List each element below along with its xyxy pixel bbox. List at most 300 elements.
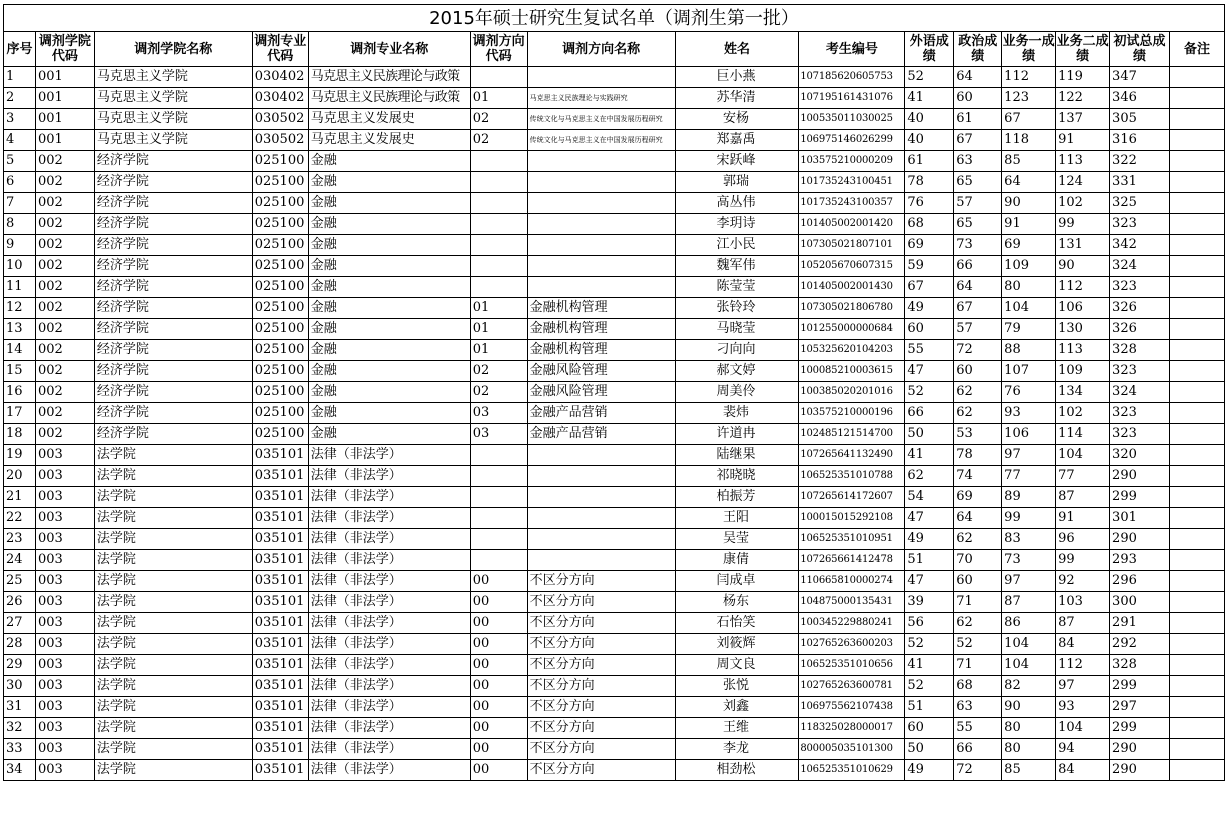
cell-direction-code: 00 [470, 718, 527, 739]
cell-remarks [1169, 550, 1224, 571]
cell-major-code: 025100 [252, 277, 308, 298]
cell-major-name: 法律（非法学） [308, 445, 470, 466]
cell-politics-score: 66 [954, 256, 1002, 277]
cell-foreign-language-score: 55 [905, 340, 954, 361]
cell-major-code: 035101 [252, 655, 308, 676]
col-header-major-code: 调剂专业代码 [252, 32, 308, 67]
cell-total-score: 346 [1110, 88, 1170, 109]
table-row [4, 172, 1225, 193]
cell-exam-id: 100535011030025 [799, 109, 905, 130]
cell-college-code: 003 [35, 613, 94, 634]
cell-candidate-name: 王阳 [675, 508, 799, 529]
cell-politics-score: 67 [954, 298, 1002, 319]
cell-seq: 5 [4, 151, 36, 172]
cell-direction-name [527, 529, 675, 550]
cell-direction-code [470, 277, 527, 298]
cell-total-score: 297 [1110, 697, 1170, 718]
cell-subject-two-score: 99 [1056, 550, 1110, 571]
cell-subject-one-score: 85 [1002, 151, 1056, 172]
cell-candidate-name: 吴莹 [675, 529, 799, 550]
cell-college-name: 马克思主义学院 [94, 130, 252, 151]
cell-candidate-name: 刘筱辉 [675, 634, 799, 655]
cell-foreign-language-score: 49 [905, 760, 954, 781]
cell-major-code: 025100 [252, 319, 308, 340]
cell-exam-id: 100015015292108 [799, 508, 905, 529]
table-row [4, 592, 1225, 613]
cell-subject-two-score: 131 [1056, 235, 1110, 256]
cell-politics-score: 62 [954, 613, 1002, 634]
cell-college-name: 经济学院 [94, 403, 252, 424]
cell-politics-score: 72 [954, 340, 1002, 361]
cell-college-code: 003 [35, 739, 94, 760]
cell-candidate-name: 祁晓晓 [675, 466, 799, 487]
cell-direction-code [470, 67, 527, 88]
cell-subject-one-score: 91 [1002, 214, 1056, 235]
table-row [4, 466, 1225, 487]
cell-remarks [1169, 214, 1224, 235]
cell-major-name: 法律（非法学） [308, 718, 470, 739]
cell-total-score: 324 [1110, 382, 1170, 403]
cell-major-name: 金融 [308, 151, 470, 172]
cell-subject-two-score: 137 [1056, 109, 1110, 130]
cell-remarks [1169, 277, 1224, 298]
cell-candidate-name: 王维 [675, 718, 799, 739]
cell-foreign-language-score: 62 [905, 466, 954, 487]
cell-subject-two-score: 113 [1056, 340, 1110, 361]
table-body [4, 67, 1225, 781]
cell-major-name: 金融 [308, 256, 470, 277]
cell-subject-two-score: 102 [1056, 193, 1110, 214]
sheet-title: 2015年硕士研究生复试名单（调剂生第一批） [4, 5, 1225, 32]
cell-candidate-name: 周文良 [675, 655, 799, 676]
cell-college-name: 法学院 [94, 550, 252, 571]
cell-remarks [1169, 361, 1224, 382]
cell-subject-two-score: 104 [1056, 718, 1110, 739]
cell-subject-two-score: 84 [1056, 760, 1110, 781]
table-row [4, 676, 1225, 697]
cell-major-name: 金融 [308, 319, 470, 340]
table-row [4, 256, 1225, 277]
cell-college-code: 003 [35, 760, 94, 781]
col-header-seq: 序号 [4, 32, 36, 67]
cell-subject-one-score: 87 [1002, 592, 1056, 613]
table-row [4, 298, 1225, 319]
cell-foreign-language-score: 54 [905, 487, 954, 508]
cell-subject-one-score: 97 [1002, 445, 1056, 466]
cell-direction-name: 传统文化与马克思主义在中国发展历程研究 [527, 130, 675, 151]
cell-college-name: 经济学院 [94, 298, 252, 319]
cell-direction-code: 00 [470, 613, 527, 634]
cell-college-code: 003 [35, 529, 94, 550]
cell-total-score: 326 [1110, 298, 1170, 319]
cell-college-code: 002 [35, 193, 94, 214]
cell-subject-one-score: 73 [1002, 550, 1056, 571]
cell-college-name: 经济学院 [94, 172, 252, 193]
cell-major-name: 金融 [308, 298, 470, 319]
cell-foreign-language-score: 52 [905, 676, 954, 697]
cell-subject-two-score: 99 [1056, 214, 1110, 235]
cell-remarks [1169, 130, 1224, 151]
cell-direction-name: 不区分方向 [527, 613, 675, 634]
cell-remarks [1169, 109, 1224, 130]
cell-major-code: 035101 [252, 697, 308, 718]
cell-seq: 29 [4, 655, 36, 676]
cell-college-code: 003 [35, 487, 94, 508]
cell-subject-one-score: 80 [1002, 277, 1056, 298]
table-row [4, 319, 1225, 340]
cell-politics-score: 53 [954, 424, 1002, 445]
cell-foreign-language-score: 67 [905, 277, 954, 298]
cell-subject-two-score: 92 [1056, 571, 1110, 592]
cell-college-code: 003 [35, 571, 94, 592]
cell-subject-one-score: 90 [1002, 697, 1056, 718]
cell-direction-name [527, 235, 675, 256]
cell-remarks [1169, 151, 1224, 172]
cell-candidate-name: 宋跃峰 [675, 151, 799, 172]
col-header-foreign-language: 外语成绩 [905, 32, 954, 67]
cell-subject-two-score: 134 [1056, 382, 1110, 403]
cell-subject-two-score: 87 [1056, 487, 1110, 508]
cell-direction-code: 00 [470, 634, 527, 655]
cell-direction-code [470, 256, 527, 277]
cell-college-name: 法学院 [94, 613, 252, 634]
cell-direction-code [470, 445, 527, 466]
cell-subject-two-score: 102 [1056, 403, 1110, 424]
cell-total-score: 323 [1110, 403, 1170, 424]
cell-politics-score: 60 [954, 361, 1002, 382]
cell-seq: 24 [4, 550, 36, 571]
cell-major-code: 025100 [252, 361, 308, 382]
cell-candidate-name: 刘鑫 [675, 697, 799, 718]
cell-major-code: 025100 [252, 193, 308, 214]
cell-politics-score: 66 [954, 739, 1002, 760]
cell-college-name: 经济学院 [94, 361, 252, 382]
cell-subject-one-score: 79 [1002, 319, 1056, 340]
cell-foreign-language-score: 49 [905, 529, 954, 550]
cell-direction-code: 00 [470, 739, 527, 760]
cell-remarks [1169, 487, 1224, 508]
header-row [4, 32, 1225, 67]
cell-major-name: 金融 [308, 424, 470, 445]
cell-college-code: 003 [35, 697, 94, 718]
cell-exam-id: 106525351010629 [799, 760, 905, 781]
cell-college-code: 002 [35, 319, 94, 340]
cell-exam-id: 106975146026299 [799, 130, 905, 151]
cell-direction-code: 02 [470, 130, 527, 151]
cell-college-name: 经济学院 [94, 193, 252, 214]
cell-major-code: 030502 [252, 130, 308, 151]
cell-exam-id: 104875000135431 [799, 592, 905, 613]
cell-exam-id: 107265614172607 [799, 487, 905, 508]
cell-exam-id: 101405002001430 [799, 277, 905, 298]
cell-politics-score: 72 [954, 760, 1002, 781]
cell-candidate-name: 相劲松 [675, 760, 799, 781]
cell-remarks [1169, 718, 1224, 739]
cell-politics-score: 73 [954, 235, 1002, 256]
cell-subject-two-score: 91 [1056, 508, 1110, 529]
cell-exam-id: 105325620104203 [799, 340, 905, 361]
cell-foreign-language-score: 51 [905, 697, 954, 718]
cell-foreign-language-score: 47 [905, 361, 954, 382]
cell-direction-code: 00 [470, 655, 527, 676]
cell-total-score: 299 [1110, 676, 1170, 697]
cell-candidate-name: 李玥诗 [675, 214, 799, 235]
cell-foreign-language-score: 60 [905, 319, 954, 340]
cell-direction-code [470, 172, 527, 193]
cell-subject-two-score: 113 [1056, 151, 1110, 172]
cell-remarks [1169, 319, 1224, 340]
cell-exam-id: 100345229880241 [799, 613, 905, 634]
cell-candidate-name: 巨小燕 [675, 67, 799, 88]
cell-subject-two-score: 77 [1056, 466, 1110, 487]
cell-total-score: 328 [1110, 655, 1170, 676]
cell-candidate-name: 康倩 [675, 550, 799, 571]
cell-remarks [1169, 634, 1224, 655]
cell-exam-id: 110665810000274 [799, 571, 905, 592]
table-row [4, 88, 1225, 109]
col-header-total: 初试总成绩 [1110, 32, 1170, 67]
cell-foreign-language-score: 41 [905, 655, 954, 676]
cell-candidate-name: 柏振芳 [675, 487, 799, 508]
cell-direction-name: 金融机构管理 [527, 298, 675, 319]
cell-exam-id: 106525351010788 [799, 466, 905, 487]
cell-seq: 33 [4, 739, 36, 760]
cell-direction-code: 02 [470, 109, 527, 130]
cell-direction-code [470, 151, 527, 172]
table-row [4, 613, 1225, 634]
cell-exam-id: 101735243100357 [799, 193, 905, 214]
cell-direction-code: 01 [470, 298, 527, 319]
cell-direction-code: 00 [470, 697, 527, 718]
cell-total-score: 290 [1110, 739, 1170, 760]
col-header-direction-code: 调剂方向代码 [470, 32, 527, 67]
cell-college-name: 法学院 [94, 739, 252, 760]
cell-seq: 30 [4, 676, 36, 697]
cell-exam-id: 106525351010951 [799, 529, 905, 550]
cell-seq: 4 [4, 130, 36, 151]
cell-direction-name [527, 214, 675, 235]
cell-seq: 3 [4, 109, 36, 130]
cell-candidate-name: 苏华清 [675, 88, 799, 109]
table-row [4, 403, 1225, 424]
cell-college-name: 经济学院 [94, 214, 252, 235]
cell-subject-two-score: 119 [1056, 67, 1110, 88]
cell-total-score: 328 [1110, 340, 1170, 361]
cell-remarks [1169, 424, 1224, 445]
cell-remarks [1169, 256, 1224, 277]
cell-major-code: 025100 [252, 340, 308, 361]
cell-direction-code [470, 508, 527, 529]
col-header-college-code: 调剂学院代码 [35, 32, 94, 67]
table-row [4, 340, 1225, 361]
cell-college-name: 法学院 [94, 718, 252, 739]
cell-major-code: 035101 [252, 718, 308, 739]
cell-politics-score: 62 [954, 382, 1002, 403]
cell-major-name: 法律（非法学） [308, 529, 470, 550]
cell-major-code: 035101 [252, 571, 308, 592]
cell-candidate-name: 裴炜 [675, 403, 799, 424]
cell-seq: 31 [4, 697, 36, 718]
cell-major-name: 法律（非法学） [308, 613, 470, 634]
cell-candidate-name: 刁向向 [675, 340, 799, 361]
cell-subject-one-score: 67 [1002, 109, 1056, 130]
cell-seq: 27 [4, 613, 36, 634]
cell-total-score: 325 [1110, 193, 1170, 214]
cell-total-score: 290 [1110, 529, 1170, 550]
cell-major-name: 法律（非法学） [308, 508, 470, 529]
cell-college-name: 法学院 [94, 760, 252, 781]
cell-major-name: 金融 [308, 361, 470, 382]
col-header-major-name: 调剂专业名称 [308, 32, 470, 67]
table-row [4, 508, 1225, 529]
cell-major-name: 金融 [308, 277, 470, 298]
cell-remarks [1169, 613, 1224, 634]
col-header-exam-id: 考生编号 [799, 32, 905, 67]
cell-remarks [1169, 67, 1224, 88]
cell-direction-code: 02 [470, 382, 527, 403]
cell-politics-score: 64 [954, 67, 1002, 88]
cell-politics-score: 63 [954, 151, 1002, 172]
cell-seq: 23 [4, 529, 36, 550]
cell-direction-name: 不区分方向 [527, 592, 675, 613]
cell-major-code: 025100 [252, 256, 308, 277]
cell-subject-one-score: 89 [1002, 487, 1056, 508]
cell-college-name: 法学院 [94, 466, 252, 487]
cell-exam-id: 107195161431076 [799, 88, 905, 109]
cell-candidate-name: 高丛伟 [675, 193, 799, 214]
cell-seq: 6 [4, 172, 36, 193]
cell-remarks [1169, 655, 1224, 676]
cell-total-score: 324 [1110, 256, 1170, 277]
cell-politics-score: 74 [954, 466, 1002, 487]
cell-candidate-name: 马晓莹 [675, 319, 799, 340]
cell-remarks [1169, 403, 1224, 424]
cell-seq: 26 [4, 592, 36, 613]
cell-candidate-name: 张铃玲 [675, 298, 799, 319]
cell-direction-code: 02 [470, 361, 527, 382]
table-row [4, 235, 1225, 256]
cell-major-name: 金融 [308, 403, 470, 424]
cell-major-name: 法律（非法学） [308, 676, 470, 697]
cell-subject-one-score: 90 [1002, 193, 1056, 214]
cell-seq: 8 [4, 214, 36, 235]
cell-direction-code: 00 [470, 676, 527, 697]
cell-seq: 14 [4, 340, 36, 361]
cell-subject-one-score: 118 [1002, 130, 1056, 151]
table-row [4, 571, 1225, 592]
cell-subject-one-score: 112 [1002, 67, 1056, 88]
cell-subject-one-score: 76 [1002, 382, 1056, 403]
cell-candidate-name: 张悦 [675, 676, 799, 697]
cell-subject-two-score: 104 [1056, 445, 1110, 466]
table-row [4, 487, 1225, 508]
cell-major-name: 法律（非法学） [308, 487, 470, 508]
table-row [4, 193, 1225, 214]
cell-foreign-language-score: 50 [905, 424, 954, 445]
col-header-direction-name: 调剂方向名称 [527, 32, 675, 67]
cell-foreign-language-score: 40 [905, 109, 954, 130]
cell-subject-two-score: 87 [1056, 613, 1110, 634]
cell-total-score: 320 [1110, 445, 1170, 466]
cell-subject-one-score: 82 [1002, 676, 1056, 697]
cell-candidate-name: 杨东 [675, 592, 799, 613]
cell-college-name: 经济学院 [94, 151, 252, 172]
cell-subject-one-score: 77 [1002, 466, 1056, 487]
cell-exam-id: 118325028000017 [799, 718, 905, 739]
cell-total-score: 322 [1110, 151, 1170, 172]
cell-politics-score: 71 [954, 592, 1002, 613]
cell-major-code: 030502 [252, 109, 308, 130]
cell-exam-id: 101735243100451 [799, 172, 905, 193]
cell-subject-two-score: 103 [1056, 592, 1110, 613]
cell-foreign-language-score: 39 [905, 592, 954, 613]
cell-major-code: 025100 [252, 151, 308, 172]
table-row [4, 277, 1225, 298]
cell-remarks [1169, 88, 1224, 109]
cell-total-score: 347 [1110, 67, 1170, 88]
cell-subject-two-score: 112 [1056, 277, 1110, 298]
cell-major-code: 025100 [252, 298, 308, 319]
cell-candidate-name: 陈莹莹 [675, 277, 799, 298]
cell-seq: 15 [4, 361, 36, 382]
cell-direction-name: 不区分方向 [527, 655, 675, 676]
cell-politics-score: 63 [954, 697, 1002, 718]
cell-remarks [1169, 445, 1224, 466]
cell-politics-score: 65 [954, 172, 1002, 193]
cell-major-name: 法律（非法学） [308, 697, 470, 718]
cell-college-name: 法学院 [94, 634, 252, 655]
cell-college-code: 002 [35, 340, 94, 361]
cell-total-score: 323 [1110, 277, 1170, 298]
cell-college-name: 马克思主义学院 [94, 67, 252, 88]
table-row [4, 529, 1225, 550]
cell-exam-id: 100385020201016 [799, 382, 905, 403]
cell-subject-two-score: 106 [1056, 298, 1110, 319]
cell-subject-one-score: 86 [1002, 613, 1056, 634]
cell-seq: 25 [4, 571, 36, 592]
table-row [4, 655, 1225, 676]
cell-college-code: 002 [35, 214, 94, 235]
cell-seq: 12 [4, 298, 36, 319]
cell-college-code: 003 [35, 634, 94, 655]
cell-direction-name [527, 193, 675, 214]
table-row [4, 634, 1225, 655]
cell-remarks [1169, 340, 1224, 361]
cell-foreign-language-score: 61 [905, 151, 954, 172]
cell-college-name: 马克思主义学院 [94, 88, 252, 109]
cell-direction-code [470, 529, 527, 550]
cell-candidate-name: 郭瑞 [675, 172, 799, 193]
cell-seq: 10 [4, 256, 36, 277]
cell-major-name: 金融 [308, 214, 470, 235]
cell-remarks [1169, 235, 1224, 256]
cell-college-name: 经济学院 [94, 235, 252, 256]
cell-exam-id: 107305021807101 [799, 235, 905, 256]
cell-total-score: 296 [1110, 571, 1170, 592]
cell-major-name: 法律（非法学） [308, 550, 470, 571]
cell-exam-id: 106975562107438 [799, 697, 905, 718]
cell-foreign-language-score: 50 [905, 739, 954, 760]
cell-candidate-name: 安杨 [675, 109, 799, 130]
cell-remarks [1169, 172, 1224, 193]
cell-major-name: 法律（非法学） [308, 634, 470, 655]
cell-direction-name: 不区分方向 [527, 676, 675, 697]
cell-foreign-language-score: 66 [905, 403, 954, 424]
cell-exam-id: 800005035101300 [799, 739, 905, 760]
cell-direction-code: 03 [470, 424, 527, 445]
cell-politics-score: 57 [954, 319, 1002, 340]
cell-seq: 1 [4, 67, 36, 88]
